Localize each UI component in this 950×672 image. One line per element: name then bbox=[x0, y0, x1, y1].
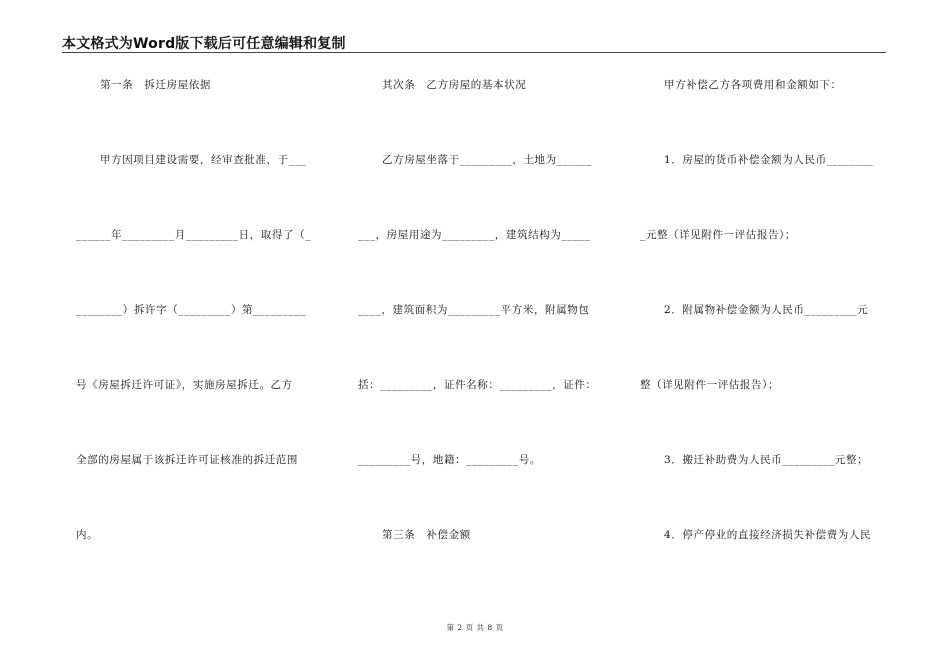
text-line: 号《房屋拆迁许可证》，实施房屋拆迁。乙方 bbox=[76, 379, 293, 391]
page-number: 第 2 页 共 8 页 bbox=[446, 623, 504, 632]
text-line: 括：_________，证件名称：_________，证件： bbox=[358, 379, 597, 391]
text-line: 4．停产停业的直接经济损失补偿费为人民 bbox=[664, 529, 872, 541]
text-line: 1．房屋的货币补偿金额为人民币________ bbox=[664, 154, 874, 166]
text-line: 内。 bbox=[76, 529, 99, 541]
text-line: 甲方因项目建设需要，经审查批准，于___ bbox=[100, 154, 307, 166]
header-divider bbox=[62, 52, 886, 53]
text-line: ________）拆许字（_________）第_________ bbox=[76, 304, 306, 316]
text-line: ____，建筑面积为_________平方米，附属物包 bbox=[358, 304, 590, 316]
section-heading: 第三条 补偿金额 bbox=[382, 529, 471, 541]
text-line: 甲方补偿乙方各项费用和金额如下： bbox=[664, 79, 842, 91]
text-line: _元整（详见附件一评估报告）； bbox=[640, 229, 796, 241]
text-line: 第一条 拆迁房屋依据 bbox=[100, 79, 211, 91]
text-line: 整（详见附件一评估报告）； bbox=[640, 379, 780, 391]
text-line: 乙方房屋坐落于_________，土地为______ bbox=[382, 154, 592, 166]
text-line: ______年_________月_________日，取得了（_ bbox=[76, 229, 312, 241]
text-line: 其次条 乙方房屋的基本状况 bbox=[382, 79, 527, 91]
text-line: 3．搬迁补助费为人民币_________元整； bbox=[664, 454, 869, 466]
text-line: ___，房屋用途为_________，建筑结构为_____ bbox=[358, 229, 591, 241]
text-line: 全部的房屋属于该拆迁许可证核准的拆迁范围 bbox=[76, 454, 298, 466]
text-line: 2．附属物补偿金额为人民币_________元 bbox=[664, 304, 869, 316]
text-line: _________号，地籍：_________号。 bbox=[358, 454, 541, 466]
document-header-title: 本文格式为Word版下载后可任意编辑和复制 bbox=[62, 36, 346, 52]
